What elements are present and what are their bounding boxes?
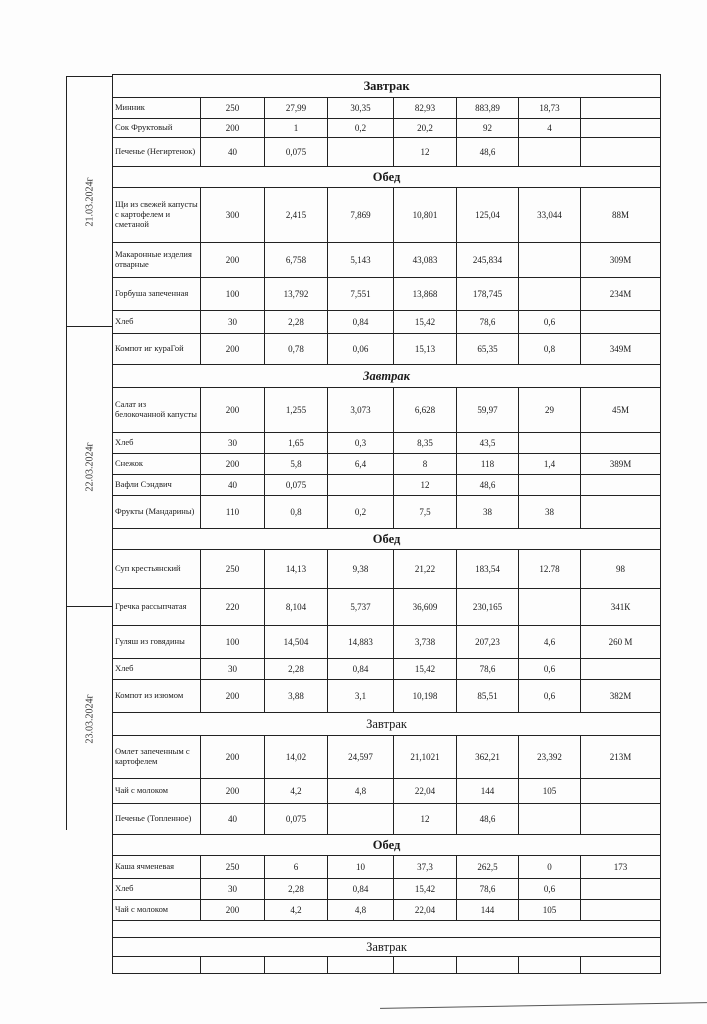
- nutrition-value-cell: 9,38: [328, 550, 394, 589]
- nutrition-value-cell: 220: [201, 589, 265, 626]
- dish-name: Салат из белокочанной капусты: [113, 388, 201, 433]
- dish-row: [113, 496, 661, 529]
- nutrition-value-cell: 200: [201, 736, 265, 779]
- nutrition-value-cell: 4,8: [328, 900, 394, 921]
- nutrition-value-cell: 2,28: [265, 659, 328, 680]
- nutrition-value-cell: 6,758: [265, 243, 328, 278]
- nutrition-value-cell: 3,073: [328, 388, 394, 433]
- dish-name: Печенье (Негиртенок): [113, 138, 201, 167]
- nutrition-value-cell: 33,044: [519, 188, 581, 243]
- nutrition-value-cell: [328, 475, 394, 496]
- dish-name: Хлеб: [113, 659, 201, 680]
- nutrition-value-cell: 0: [519, 856, 581, 879]
- dish-row: [113, 243, 661, 278]
- meal-header-row: [113, 75, 661, 98]
- dish-row: [113, 98, 661, 119]
- dish-row: [113, 680, 661, 713]
- nutrition-value-cell: 200: [201, 243, 265, 278]
- nutrition-value-cell: 14,02: [265, 736, 328, 779]
- empty-cell: [394, 957, 457, 974]
- nutrition-value-cell: 6: [265, 856, 328, 879]
- dish-name: Фрукты (Мандарины): [113, 496, 201, 529]
- dish-row: [113, 589, 661, 626]
- nutrition-value-cell: 1: [265, 119, 328, 138]
- nutrition-value-cell: 200: [201, 680, 265, 713]
- meal-header-row: [113, 167, 661, 188]
- nutrition-value-cell: [581, 98, 661, 119]
- dish-name: Омлет запеченным с картофелем: [113, 736, 201, 779]
- nutrition-value-cell: 200: [201, 334, 265, 365]
- empty-spacer-row: [113, 921, 661, 938]
- nutrition-value-cell: 7,869: [328, 188, 394, 243]
- nutrition-value-cell: 8,104: [265, 589, 328, 626]
- dish-name: Чай с молоком: [113, 900, 201, 921]
- empty-dish-row: [113, 957, 661, 974]
- nutrition-value-cell: 362,21: [457, 736, 519, 779]
- nutrition-value-cell: 389М: [581, 454, 661, 475]
- dish-row: [113, 736, 661, 779]
- nutrition-value-cell: [581, 475, 661, 496]
- menu-nutrition-table: [112, 74, 661, 974]
- dish-name: Сок Фруктовый: [113, 119, 201, 138]
- nutrition-value-cell: 250: [201, 550, 265, 589]
- dish-name: Гречка рассыпчатая: [113, 589, 201, 626]
- nutrition-value-cell: 178,745: [457, 278, 519, 311]
- nutrition-value-cell: 125,04: [457, 188, 519, 243]
- dish-name: Гуляш из говядины: [113, 626, 201, 659]
- nutrition-value-cell: 40: [201, 804, 265, 835]
- empty-cell: [519, 957, 581, 974]
- nutrition-value-cell: 30: [201, 659, 265, 680]
- nutrition-value-cell: [581, 311, 661, 334]
- nutrition-value-cell: 0,2: [328, 119, 394, 138]
- nutrition-value-cell: 85,51: [457, 680, 519, 713]
- nutrition-value-cell: 4,8: [328, 779, 394, 804]
- nutrition-value-cell: 3,1: [328, 680, 394, 713]
- dish-name: Снежок: [113, 454, 201, 475]
- date-label: 21.03.2024г: [84, 176, 96, 227]
- nutrition-value-cell: 37,3: [394, 856, 457, 879]
- nutrition-value-cell: 14,504: [265, 626, 328, 659]
- dish-row: [113, 879, 661, 900]
- dish-name: Вафли Сэндвич: [113, 475, 201, 496]
- nutrition-value-cell: 2,415: [265, 188, 328, 243]
- meal-title: Завтрак: [113, 938, 661, 957]
- nutrition-value-cell: 98: [581, 550, 661, 589]
- nutrition-value-cell: 48,6: [457, 804, 519, 835]
- dish-row: [113, 900, 661, 921]
- page-edge-line: [380, 1002, 707, 1009]
- nutrition-value-cell: 382М: [581, 680, 661, 713]
- nutrition-value-cell: [519, 475, 581, 496]
- dish-row: [113, 779, 661, 804]
- nutrition-value-cell: 18,73: [519, 98, 581, 119]
- nutrition-value-cell: 10,198: [394, 680, 457, 713]
- nutrition-value-cell: 1,255: [265, 388, 328, 433]
- date-label: 22.03.2024г: [84, 441, 96, 492]
- nutrition-value-cell: 88М: [581, 188, 661, 243]
- nutrition-value-cell: 65,35: [457, 334, 519, 365]
- nutrition-value-cell: [519, 589, 581, 626]
- nutrition-value-cell: 100: [201, 278, 265, 311]
- nutrition-value-cell: 0,06: [328, 334, 394, 365]
- nutrition-value-cell: 230,165: [457, 589, 519, 626]
- nutrition-value-cell: 23,392: [519, 736, 581, 779]
- nutrition-value-cell: [581, 779, 661, 804]
- nutrition-value-cell: 200: [201, 779, 265, 804]
- nutrition-value-cell: 21,22: [394, 550, 457, 589]
- nutrition-value-cell: 7,5: [394, 496, 457, 529]
- nutrition-value-cell: 0,6: [519, 311, 581, 334]
- nutrition-value-cell: 183,54: [457, 550, 519, 589]
- nutrition-value-cell: 250: [201, 856, 265, 879]
- nutrition-value-cell: 13,792: [265, 278, 328, 311]
- meal-title: Завтрак: [113, 75, 661, 98]
- nutrition-value-cell: 250: [201, 98, 265, 119]
- nutrition-value-cell: [581, 804, 661, 835]
- dish-name: Компот из изюмом: [113, 680, 201, 713]
- nutrition-value-cell: [581, 138, 661, 167]
- nutrition-value-cell: 213М: [581, 736, 661, 779]
- nutrition-value-cell: 200: [201, 900, 265, 921]
- nutrition-value-cell: 48,6: [457, 475, 519, 496]
- nutrition-value-cell: [581, 879, 661, 900]
- nutrition-value-cell: 3,88: [265, 680, 328, 713]
- nutrition-value-cell: [519, 138, 581, 167]
- nutrition-value-cell: 1,65: [265, 433, 328, 454]
- dish-name: Макаронные изделия отварные: [113, 243, 201, 278]
- nutrition-value-cell: 24,597: [328, 736, 394, 779]
- nutrition-value-cell: 234М: [581, 278, 661, 311]
- dish-row: [113, 550, 661, 589]
- meal-title: Обед: [113, 529, 661, 550]
- nutrition-value-cell: 48,6: [457, 138, 519, 167]
- dish-row: [113, 626, 661, 659]
- nutrition-value-cell: 5,143: [328, 243, 394, 278]
- nutrition-value-cell: 15,13: [394, 334, 457, 365]
- nutrition-value-cell: 5,737: [328, 589, 394, 626]
- nutrition-value-cell: 40: [201, 475, 265, 496]
- dish-row: [113, 388, 661, 433]
- nutrition-value-cell: 0,6: [519, 659, 581, 680]
- nutrition-value-cell: 200: [201, 454, 265, 475]
- nutrition-value-cell: 207,23: [457, 626, 519, 659]
- meal-title: Завтрак: [113, 365, 661, 388]
- nutrition-value-cell: 12.78: [519, 550, 581, 589]
- meal-header-row: [113, 835, 661, 856]
- nutrition-value-cell: 4,2: [265, 779, 328, 804]
- nutrition-value-cell: 12: [394, 138, 457, 167]
- nutrition-value-cell: 78,6: [457, 659, 519, 680]
- nutrition-value-cell: 144: [457, 779, 519, 804]
- nutrition-value-cell: 0,8: [519, 334, 581, 365]
- nutrition-value-cell: [519, 804, 581, 835]
- nutrition-value-cell: 4,2: [265, 900, 328, 921]
- nutrition-value-cell: 15,42: [394, 659, 457, 680]
- nutrition-value-cell: [328, 804, 394, 835]
- nutrition-value-cell: [581, 119, 661, 138]
- dish-row: [113, 278, 661, 311]
- nutrition-value-cell: 110: [201, 496, 265, 529]
- nutrition-value-cell: 59,97: [457, 388, 519, 433]
- dish-name: Горбуша запеченная: [113, 278, 201, 311]
- nutrition-value-cell: 10: [328, 856, 394, 879]
- nutrition-value-cell: 200: [201, 388, 265, 433]
- nutrition-value-cell: 0,84: [328, 659, 394, 680]
- empty-cell: [457, 957, 519, 974]
- nutrition-value-cell: 14,883: [328, 626, 394, 659]
- nutrition-value-cell: 15,42: [394, 879, 457, 900]
- date-column-day-1: [66, 76, 113, 326]
- nutrition-value-cell: 105: [519, 779, 581, 804]
- nutrition-value-cell: 260 М: [581, 626, 661, 659]
- dish-row: [113, 311, 661, 334]
- dish-row: [113, 475, 661, 496]
- nutrition-value-cell: [519, 243, 581, 278]
- nutrition-value-cell: 43,5: [457, 433, 519, 454]
- dish-name: Печенье (Топленное): [113, 804, 201, 835]
- empty-cell: [265, 957, 328, 974]
- nutrition-value-cell: 3,738: [394, 626, 457, 659]
- nutrition-value-cell: 30: [201, 879, 265, 900]
- nutrition-value-cell: 14,13: [265, 550, 328, 589]
- meal-title: Обед: [113, 835, 661, 856]
- nutrition-value-cell: 12: [394, 475, 457, 496]
- nutrition-value-cell: 78,6: [457, 311, 519, 334]
- dish-name: Суп крестьянский: [113, 550, 201, 589]
- nutrition-value-cell: 43,083: [394, 243, 457, 278]
- nutrition-value-cell: 0,075: [265, 804, 328, 835]
- dish-row: [113, 188, 661, 243]
- empty-cell: [113, 957, 201, 974]
- nutrition-value-cell: 100: [201, 626, 265, 659]
- nutrition-value-cell: [519, 278, 581, 311]
- nutrition-value-cell: [581, 659, 661, 680]
- nutrition-value-cell: 30: [201, 311, 265, 334]
- nutrition-value-cell: 5,8: [265, 454, 328, 475]
- nutrition-value-cell: 0,075: [265, 138, 328, 167]
- nutrition-value-cell: 78,6: [457, 879, 519, 900]
- nutrition-value-cell: 341К: [581, 589, 661, 626]
- nutrition-value-cell: 45М: [581, 388, 661, 433]
- nutrition-value-cell: 15,42: [394, 311, 457, 334]
- nutrition-value-cell: 22,04: [394, 779, 457, 804]
- nutrition-value-cell: 12: [394, 804, 457, 835]
- nutrition-value-cell: 0,075: [265, 475, 328, 496]
- dish-row: [113, 804, 661, 835]
- nutrition-value-cell: 7,551: [328, 278, 394, 311]
- nutrition-value-cell: 118: [457, 454, 519, 475]
- dish-row: [113, 433, 661, 454]
- nutrition-value-cell: 0,3: [328, 433, 394, 454]
- dish-row: [113, 856, 661, 879]
- date-column-day-2: [66, 326, 113, 606]
- nutrition-value-cell: 173: [581, 856, 661, 879]
- nutrition-value-cell: 349М: [581, 334, 661, 365]
- nutrition-value-cell: 29: [519, 388, 581, 433]
- dish-name: Хлеб: [113, 433, 201, 454]
- empty-cell: [328, 957, 394, 974]
- nutrition-value-cell: 22,04: [394, 900, 457, 921]
- nutrition-value-cell: 82,93: [394, 98, 457, 119]
- meal-header-row: [113, 713, 661, 736]
- dish-name: Минник: [113, 98, 201, 119]
- nutrition-value-cell: 0,6: [519, 879, 581, 900]
- nutrition-value-cell: 38: [519, 496, 581, 529]
- nutrition-value-cell: 883,89: [457, 98, 519, 119]
- nutrition-value-cell: 1,4: [519, 454, 581, 475]
- nutrition-value-cell: 8: [394, 454, 457, 475]
- nutrition-value-cell: 0,78: [265, 334, 328, 365]
- nutrition-value-cell: 2,28: [265, 311, 328, 334]
- nutrition-value-cell: 2,28: [265, 879, 328, 900]
- nutrition-value-cell: 10,801: [394, 188, 457, 243]
- date-column-day-3: [66, 606, 113, 830]
- meal-title: Завтрак: [113, 713, 661, 736]
- meal-header-row: [113, 938, 661, 957]
- meal-title: Обед: [113, 167, 661, 188]
- dish-name: Чай с молоком: [113, 779, 201, 804]
- nutrition-value-cell: [328, 138, 394, 167]
- nutrition-value-cell: [581, 900, 661, 921]
- nutrition-value-cell: [519, 433, 581, 454]
- nutrition-value-cell: 0,84: [328, 879, 394, 900]
- dish-name: Компот иг кураГой: [113, 334, 201, 365]
- nutrition-value-cell: 20,2: [394, 119, 457, 138]
- dish-row: [113, 454, 661, 475]
- nutrition-value-cell: 0,6: [519, 680, 581, 713]
- nutrition-value-cell: 200: [201, 119, 265, 138]
- nutrition-value-cell: 4: [519, 119, 581, 138]
- nutrition-value-cell: 13,868: [394, 278, 457, 311]
- nutrition-value-cell: 309М: [581, 243, 661, 278]
- nutrition-value-cell: 40: [201, 138, 265, 167]
- nutrition-value-cell: 30,35: [328, 98, 394, 119]
- nutrition-value-cell: 6,4: [328, 454, 394, 475]
- nutrition-value-cell: 300: [201, 188, 265, 243]
- nutrition-value-cell: 6,628: [394, 388, 457, 433]
- nutrition-value-cell: 105: [519, 900, 581, 921]
- nutrition-value-cell: 8,35: [394, 433, 457, 454]
- nutrition-value-cell: [581, 433, 661, 454]
- empty-cell: [201, 957, 265, 974]
- dish-row: [113, 138, 661, 167]
- dish-name: Каша ячменевая: [113, 856, 201, 879]
- empty-cell: [113, 921, 661, 938]
- nutrition-value-cell: 4,6: [519, 626, 581, 659]
- dish-row: [113, 659, 661, 680]
- nutrition-value-cell: 0,84: [328, 311, 394, 334]
- nutrition-value-cell: 21,1021: [394, 736, 457, 779]
- nutrition-value-cell: 0,8: [265, 496, 328, 529]
- nutrition-value-cell: 0,2: [328, 496, 394, 529]
- dish-row: [113, 119, 661, 138]
- nutrition-value-cell: 27,99: [265, 98, 328, 119]
- date-label: 23.03.2024г: [84, 693, 96, 744]
- nutrition-value-cell: 245,834: [457, 243, 519, 278]
- nutrition-value-cell: 262,5: [457, 856, 519, 879]
- nutrition-value-cell: 30: [201, 433, 265, 454]
- nutrition-value-cell: 144: [457, 900, 519, 921]
- dish-name: Щи из свежей капусты с картофелем и сметаной: [113, 188, 201, 243]
- dish-name: Хлеб: [113, 311, 201, 334]
- dish-name: Хлеб: [113, 879, 201, 900]
- meal-header-row: [113, 529, 661, 550]
- nutrition-value-cell: 36,609: [394, 589, 457, 626]
- nutrition-value-cell: 92: [457, 119, 519, 138]
- dish-row: [113, 334, 661, 365]
- nutrition-value-cell: 38: [457, 496, 519, 529]
- empty-cell: [581, 957, 661, 974]
- nutrition-value-cell: [581, 496, 661, 529]
- meal-header-row: [113, 365, 661, 388]
